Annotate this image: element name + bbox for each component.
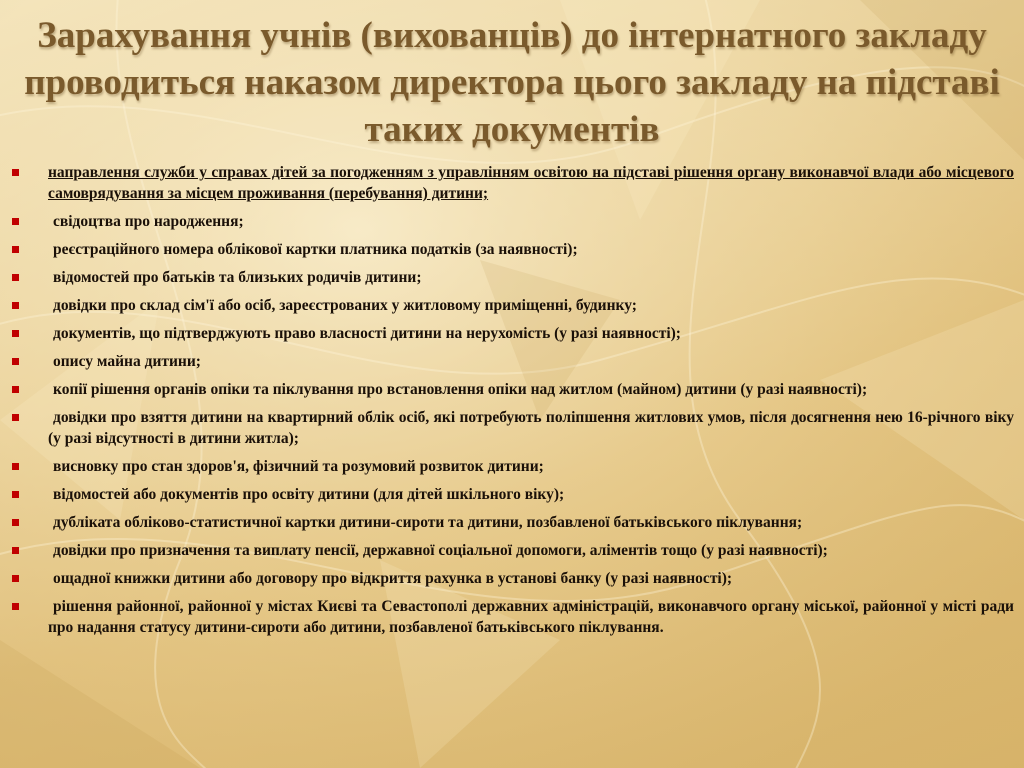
list-item-text: довідки про склад сім'ї або осіб, зареєстрованих у житловому приміщенні, будинку; xyxy=(53,297,637,314)
list-item-text: довідки про призначення та виплату пенсії, державної соціальної допомоги, аліментів тощо (у разі наявності); xyxy=(53,542,828,559)
square-bullet-icon xyxy=(12,463,19,470)
list-item-text: направлення служби у справах дітей за погодженням з управлінням освітою на підставі рішення органу виконавчої влади або місцевого самоврядування за місцем проживання (перебування) дитини; xyxy=(48,164,1014,202)
slide-title: Зарахування учнів (вихованців) до інтернатного закладу проводиться наказом директора цього закладу на підставі таких документів xyxy=(24,15,1000,150)
list-item xyxy=(0,351,1024,372)
list-item-text: реєстраційного номера облікової картки платника податків (за наявності); xyxy=(53,241,578,258)
square-bullet-icon xyxy=(12,519,19,526)
list-item-text: свідоцтва про народження; xyxy=(53,213,244,230)
document-list xyxy=(0,162,1024,645)
list-item-text: копії рішення органів опіки та піклування про встановлення опіки над житлом (майном) дитини (у разі наявності); xyxy=(53,381,868,398)
list-item-text: опису майна дитини; xyxy=(53,353,201,370)
square-bullet-icon xyxy=(12,386,19,393)
list-item xyxy=(0,456,1024,477)
square-bullet-icon xyxy=(12,302,19,309)
list-item xyxy=(0,379,1024,400)
list-item xyxy=(0,540,1024,561)
list-item xyxy=(0,323,1024,344)
square-bullet-icon xyxy=(12,547,19,554)
list-item xyxy=(0,267,1024,288)
square-bullet-icon xyxy=(12,491,19,498)
list-item xyxy=(0,211,1024,232)
list-item-text: відомостей або документів про освіту дитини (для дітей шкільного віку); xyxy=(53,486,565,503)
list-item-text: довідки про взяття дитини на квартирний облік осіб, які потребують поліпшення житлових умов, після досягнення нею 16-річного віку (у разі відсутності в дитини житла); xyxy=(48,409,1014,447)
square-bullet-icon xyxy=(12,246,19,253)
square-bullet-icon xyxy=(12,330,19,337)
list-item xyxy=(0,407,1024,449)
square-bullet-icon xyxy=(12,218,19,225)
list-item xyxy=(0,484,1024,505)
square-bullet-icon xyxy=(12,603,19,610)
list-item xyxy=(0,568,1024,589)
list-item xyxy=(0,596,1024,638)
list-item-text: відомостей про батьків та близьких родичів дитини; xyxy=(53,269,422,286)
list-item xyxy=(0,295,1024,316)
square-bullet-icon xyxy=(12,169,19,176)
square-bullet-icon xyxy=(12,575,19,582)
list-item-text: ощадної книжки дитини або договору про відкриття рахунка в установі банку (у разі наявності); xyxy=(53,570,733,587)
list-item-text: дубліката обліково-статистичної картки дитини-сироти та дитини, позбавленої батьківського піклування; xyxy=(53,514,803,531)
square-bullet-icon xyxy=(12,274,19,281)
square-bullet-icon xyxy=(12,358,19,365)
list-item-text: висновку про стан здоров'я, фізичний та розумовий розвиток дитини; xyxy=(53,458,544,475)
square-bullet-icon xyxy=(12,414,19,421)
list-item xyxy=(0,512,1024,533)
list-item xyxy=(0,162,1024,204)
list-item-text: рішення районної, районної у містах Києві та Севастополі державних адміністрацій, виконавчого органу міської, районної у місті ради про надання статусу дитини-сироти або дитини, позбавленої батьківського піклування. xyxy=(48,598,1014,636)
list-item-text: документів, що підтверджують право власності дитини на нерухомість (у разі наявності); xyxy=(53,325,681,342)
list-item xyxy=(0,239,1024,260)
